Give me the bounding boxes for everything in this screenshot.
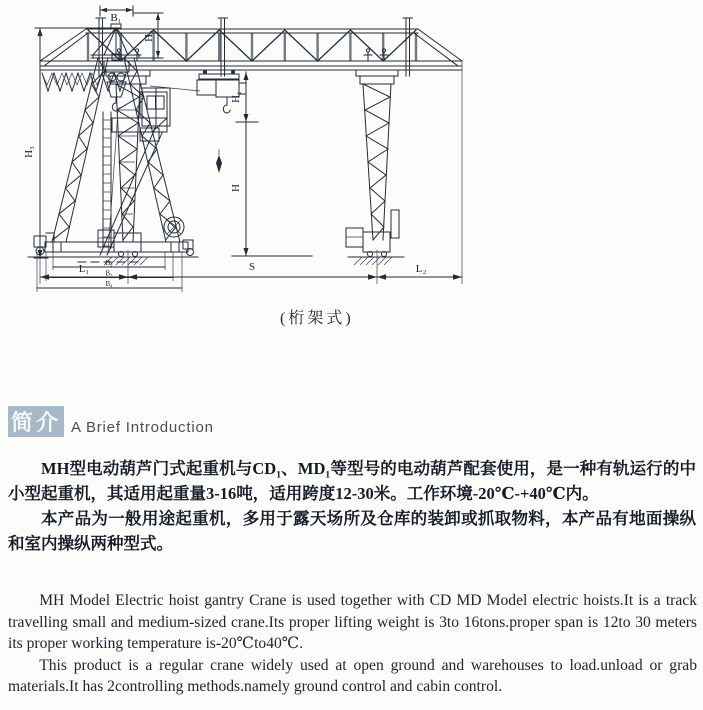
base-width-dimensions	[37, 252, 182, 292]
h2-dimension	[134, 13, 163, 58]
b1-dimension	[100, 6, 133, 24]
en-paragraph-2: This product is a regular crane widely used at open ground and warehouses to load.unload or grab materials.It has 2controlling methods.namely ground control and cabin control.	[8, 656, 697, 696]
h3-dimension	[23, 28, 112, 258]
dim-label-b3: B₃	[105, 269, 113, 278]
english-paragraphs	[8, 590, 697, 698]
dim-label-h: H	[230, 184, 242, 192]
height-dimension	[230, 72, 312, 256]
zh-heading-badge: 简介	[8, 406, 64, 437]
right-bogie	[346, 228, 404, 265]
dim-label-s: S	[248, 261, 256, 273]
dim-label-h2: H₂	[143, 30, 155, 42]
dim-label-h1: H₁	[230, 91, 242, 103]
figure-caption: (桁架式)	[280, 310, 354, 327]
dim-label-b1: B₁	[110, 12, 122, 24]
dim-label-l1: L₁	[78, 263, 90, 275]
en-paragraph-1: MH Model Electric hoist gantry Crane is used together with CD MD Model electric hoists.It is a track travelling small and medium-sized crane.Its proper lifting weight is 3to 16tons.proper span is 12to 30 meters its proper working temperature is-20℃to40℃.	[8, 592, 697, 653]
dim-label-b4: B₄	[105, 280, 113, 288]
dim-label-b2: B₂	[105, 259, 113, 267]
section-heading	[8, 406, 214, 437]
side-view-drawing	[0, 0, 233, 310]
zh-paragraph-1: MH型电动葫芦门式起重机与CD₁、MD₁等型号的电动葫芦配套使用，是一种有轨运行的中小型起重机，其适用起重量3-16吨，适用跨度12-30米。工作环境-20℃-+40℃内。	[8, 459, 696, 503]
dim-label-l2: L₂	[415, 263, 427, 275]
a-frame-legs	[52, 58, 180, 242]
chinese-paragraphs	[8, 456, 696, 556]
zh-paragraph-2: 本产品为一般用途起重机，多用于露天场所及仓库的装卸或抓取物料，本产品有地面操纵和室内操纵两种型式。	[8, 509, 696, 553]
apex-head	[91, 24, 141, 58]
side-hoist	[104, 54, 129, 254]
dim-label-h3: H₃	[23, 146, 35, 158]
en-heading-title: A Brief Introduction	[71, 419, 214, 436]
right-leg	[356, 49, 399, 240]
